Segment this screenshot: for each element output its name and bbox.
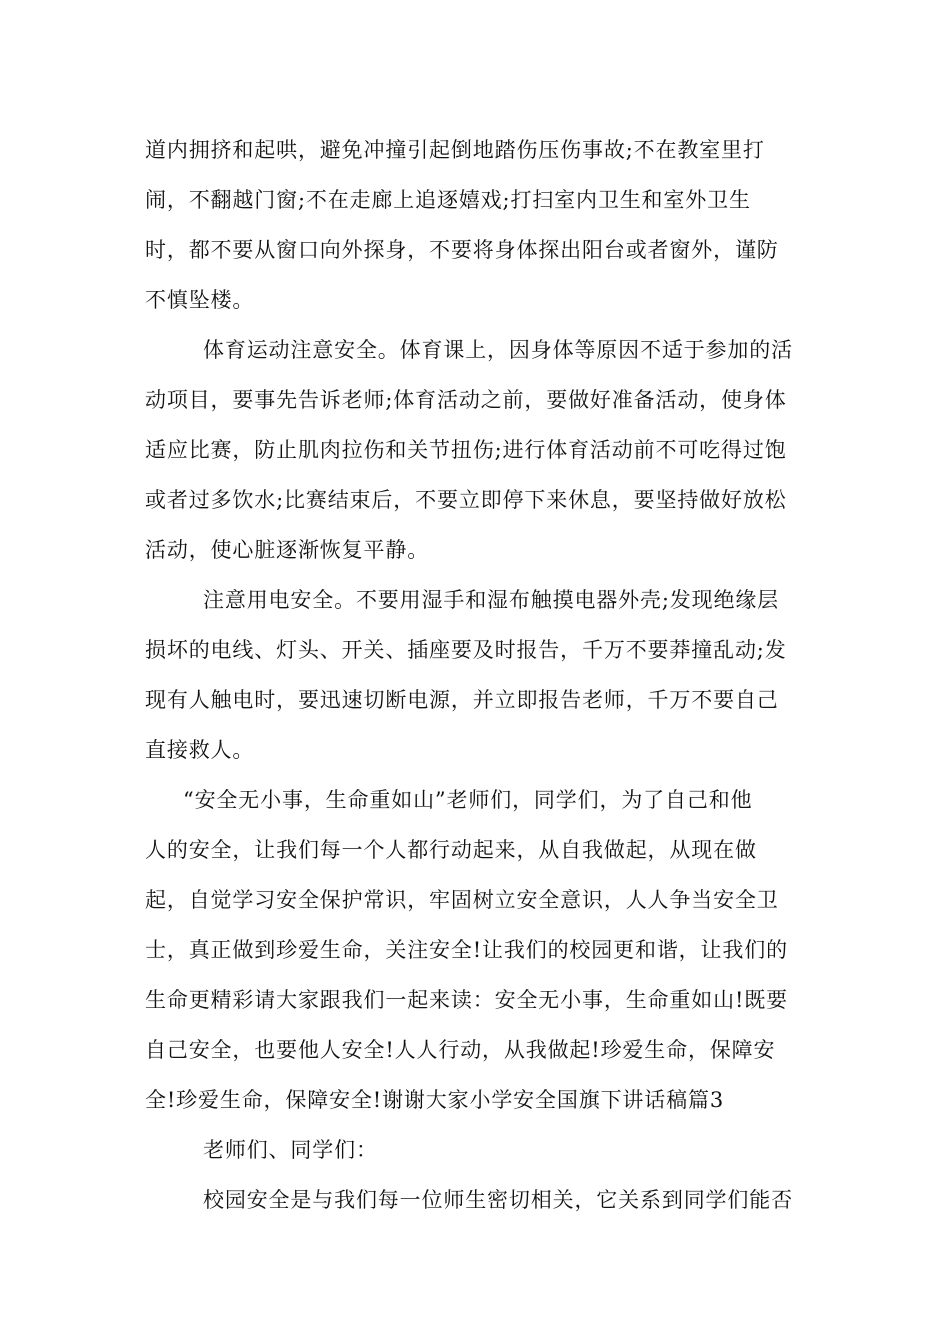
paragraph-first-line: “安全无小事，生命重如山”老师们，同学们，为了自己和他 xyxy=(183,788,753,812)
text-line: 或者过多饮水;比赛结束后，不要立即停下来休息，要坚持做好放松 xyxy=(145,488,787,512)
paragraph-first-line: 校园安全是与我们每一位师生密切相关，它关系到同学们能否 xyxy=(203,1188,793,1212)
text-line: 动项目，要事先告诉老师;体育活动之前，要做好准备活动，使身体 xyxy=(145,388,787,412)
paragraph-first-line: 体育运动注意安全。体育课上，因身体等原因不适于参加的活 xyxy=(203,338,793,362)
text-line: 直接救人。 xyxy=(145,738,255,762)
text-line: 全!珍爱生命，保障安全!谢谢大家小学安全国旗下讲话稿篇3 xyxy=(145,1088,725,1112)
text-line: 不慎坠楼。 xyxy=(145,288,255,312)
text-line: 生命更精彩请大家跟我们一起来读：安全无小事，生命重如山!既要 xyxy=(145,988,788,1012)
text-line: 起，自觉学习安全保护常识，牢固树立安全意识，人人争当安全卫 xyxy=(145,888,779,912)
text-line: 士，真正做到珍爱生命，关注安全!让我们的校园更和谐，让我们的 xyxy=(145,938,788,962)
text-line: 人的安全，让我们每一个人都行动起来，从自我做起，从现在做 xyxy=(145,838,757,862)
paragraph-first-line: 注意用电安全。不要用湿手和湿布触摸电器外壳;发现绝缘层 xyxy=(203,588,780,612)
text-line: 活动，使心脏逐渐恢复平静。 xyxy=(145,538,430,562)
text-line: 时，都不要从窗口向外探身，不要将身体探出阳台或者窗外，谨防 xyxy=(145,238,779,262)
paragraph-first-line: 老师们、同学们： xyxy=(203,1138,378,1162)
text-line: 自己安全，也要他人安全!人人行动，从我做起!珍爱生命，保障安 xyxy=(145,1038,776,1062)
text-line: 适应比赛，防止肌肉拉伤和关节扭伤;进行体育活动前不可吃得过饱 xyxy=(145,438,787,462)
text-line: 道内拥挤和起哄，避免冲撞引起倒地踏伤压伤事故;不在教室里打 xyxy=(145,138,765,162)
text-line: 闹，不翻越门窗;不在走廊上追逐嬉戏;打扫室内卫生和室外卫生 xyxy=(145,188,751,212)
text-line: 现有人触电时，要迅速切断电源，并立即报告老师，千万不要自己 xyxy=(145,688,779,712)
text-line: 损坏的电线、灯头、开关、插座要及时报告，千万不要莽撞乱动;发 xyxy=(145,638,787,662)
